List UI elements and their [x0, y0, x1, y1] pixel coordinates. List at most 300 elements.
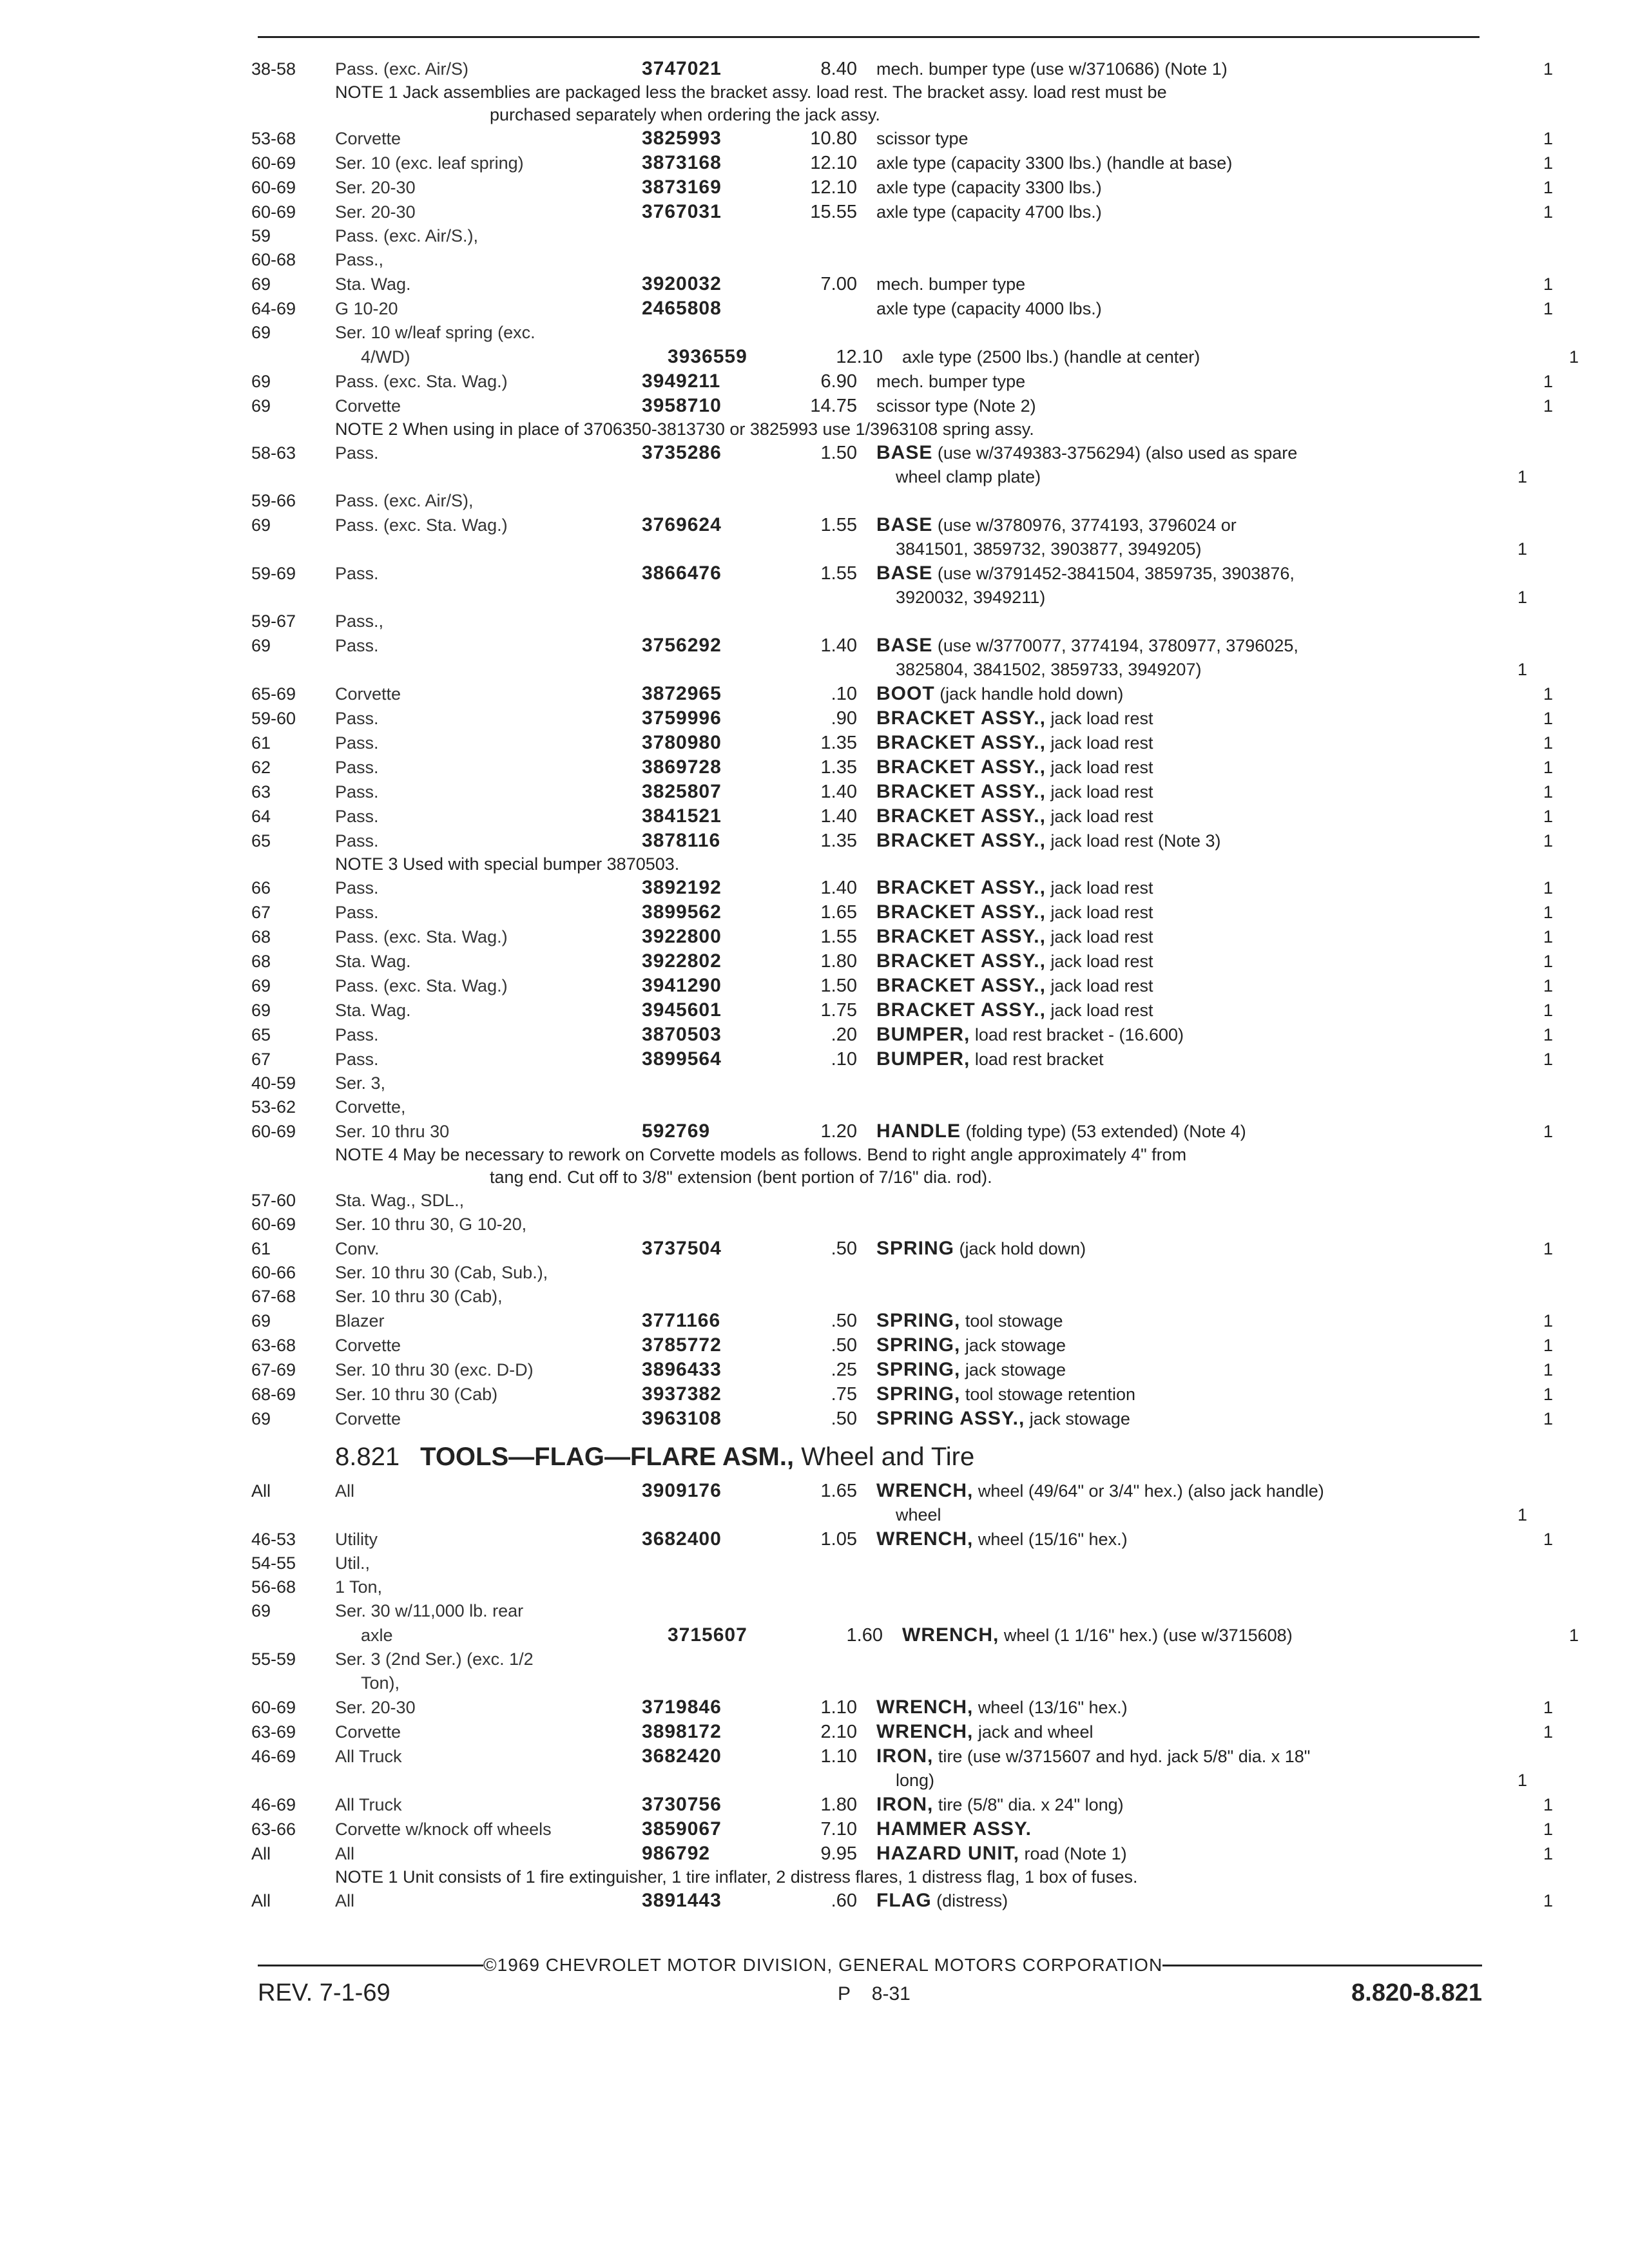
- model-applicability: Ser. 20-30: [335, 1698, 416, 1717]
- model-applicability: Pass.: [335, 782, 379, 802]
- part-row: [251, 1552, 1527, 1575]
- part-row: [251, 1841, 1553, 1866]
- model-year: 63-69: [251, 1722, 296, 1742]
- description-text: jack load rest: [1050, 952, 1153, 971]
- quantity: 1: [1568, 347, 1579, 367]
- part-row: [251, 1382, 1553, 1407]
- part-name: BRACKET ASSY.,: [876, 999, 1046, 1021]
- model-year: 59-60: [251, 709, 296, 728]
- part-row: [251, 1599, 1527, 1623]
- part-description: [902, 1623, 1476, 1648]
- description-text: jack stowage: [965, 1336, 1066, 1355]
- model-applicability: Ser. 10 thru 30 (exc. D-D): [335, 1360, 534, 1379]
- description-text: road (Note 1): [1024, 1844, 1127, 1863]
- part-description: [876, 780, 1450, 804]
- quantity: 1: [1543, 1122, 1553, 1141]
- price: .10: [831, 1049, 857, 1070]
- section-subtitle: Wheel and Tire: [801, 1443, 975, 1471]
- model-year: 65: [251, 1025, 271, 1044]
- model-applicability: Corvette: [335, 684, 401, 704]
- quantity: 1: [1543, 807, 1553, 826]
- part-description: [876, 1047, 1450, 1072]
- model-applicability: axle: [361, 1626, 393, 1645]
- model-applicability: Corvette w/knock off wheels: [335, 1820, 552, 1839]
- part-number: 3780980: [642, 732, 722, 753]
- quantity: 1: [1543, 1050, 1553, 1069]
- description-continuation: [251, 465, 1527, 489]
- price: 8.40: [820, 59, 857, 79]
- part-name: BRACKET ASSY.,: [876, 901, 1046, 923]
- model-year: 68-69: [251, 1385, 296, 1404]
- description-text: jack load rest: [1050, 782, 1153, 802]
- model-year: 68: [251, 927, 271, 947]
- description-text: axle type (capacity 4000 lbs.): [876, 299, 1102, 318]
- part-name: SPRING,: [876, 1334, 961, 1356]
- part-name: FLAG: [876, 1890, 932, 1911]
- price: 1.40: [820, 806, 857, 827]
- part-name: SPRING,: [876, 1359, 961, 1380]
- quantity: 1: [1517, 588, 1527, 607]
- model-applicability: Pass.: [335, 831, 379, 850]
- model-year: 69: [251, 976, 271, 995]
- model-applicability: 4/WD): [361, 347, 410, 367]
- part-number: 3899564: [642, 1048, 722, 1070]
- part-row: [251, 1095, 1527, 1119]
- part-description: [876, 633, 1450, 658]
- part-number: 3922800: [642, 926, 722, 947]
- part-row: [251, 248, 1527, 272]
- description-text: wheel: [896, 1505, 941, 1524]
- part-description: [876, 370, 1450, 394]
- price: 1.50: [820, 975, 857, 996]
- section-range: 8.820-8.821: [1351, 1979, 1482, 2006]
- part-description: [876, 1382, 1450, 1407]
- price: 1.05: [820, 1529, 857, 1550]
- model-year: 46-69: [251, 1747, 296, 1766]
- part-number: 3949211: [642, 370, 721, 392]
- model-year: 60-69: [251, 153, 296, 173]
- model-applicability: Pass.,: [335, 250, 384, 269]
- quantity: 1: [1543, 372, 1553, 391]
- part-name: HAZARD UNIT,: [876, 1843, 1019, 1864]
- part-number: 2465808: [642, 298, 722, 319]
- model-year: 62: [251, 758, 271, 777]
- model-applicability: Ser. 3,: [335, 1073, 386, 1093]
- part-row: [251, 441, 1527, 465]
- section-title: TOOLS—FLAG—FLARE ASM.,: [420, 1443, 795, 1471]
- price: 7.00: [820, 274, 857, 294]
- revision-date: REV. 7-1-69: [258, 1979, 390, 2006]
- quantity: 1: [1543, 976, 1553, 995]
- model-applicability: Pass.: [335, 807, 379, 826]
- model-year: 60-69: [251, 178, 296, 197]
- part-description: [876, 1888, 1450, 1913]
- model-applicability: Pass.: [335, 443, 379, 463]
- part-name: SPRING ASSY.,: [876, 1408, 1025, 1429]
- part-row: [251, 1479, 1527, 1503]
- model-year: 61: [251, 733, 271, 753]
- price: 1.40: [820, 635, 857, 656]
- part-row: [251, 900, 1553, 925]
- price: 1.40: [820, 878, 857, 898]
- description-text: axle type (2500 lbs.) (handle at center): [902, 347, 1200, 367]
- quantity: 1: [1543, 1722, 1553, 1742]
- quantity: 1: [1543, 684, 1553, 704]
- part-number: 3878116: [642, 830, 721, 851]
- part-number: 3735286: [642, 442, 722, 463]
- part-number: 3920032: [642, 273, 722, 294]
- price: 1.80: [820, 1794, 857, 1815]
- description-text: jack load rest: [1050, 927, 1153, 947]
- price: 6.90: [820, 371, 857, 392]
- model-year: 63-66: [251, 1820, 296, 1839]
- model-applicability: Pass.: [335, 733, 379, 753]
- model-applicability: Pass.: [335, 878, 379, 898]
- part-number: 3785772: [642, 1334, 722, 1356]
- part-name: BRACKET ASSY.,: [876, 707, 1046, 729]
- page-footer: [258, 1954, 1482, 2012]
- part-row: [251, 804, 1553, 829]
- part-name: WRENCH,: [876, 1528, 974, 1550]
- part-row: [251, 780, 1553, 804]
- price: .50: [831, 1335, 857, 1356]
- model-applicability: Blazer: [335, 1311, 385, 1331]
- description-text: load rest bracket - (16.600): [974, 1025, 1184, 1044]
- part-row: [251, 1407, 1553, 1431]
- part-number: 3963108: [642, 1408, 722, 1429]
- model-applicability: Corvette: [335, 1336, 401, 1355]
- part-description: [876, 273, 1450, 296]
- description-continuation: [251, 586, 1527, 610]
- note-continuation: tang end. Cut off to 3/8" extension (bent portion of 7/16" dia. rod).: [490, 1168, 992, 1187]
- part-number: 3899562: [642, 901, 722, 923]
- part-row: [251, 974, 1553, 998]
- part-name: WRENCH,: [876, 1721, 974, 1742]
- quantity: 1: [1543, 758, 1553, 777]
- model-applicability: Corvette: [335, 129, 401, 148]
- part-name: BASE: [876, 514, 933, 535]
- model-applicability: Utility: [335, 1530, 378, 1549]
- part-number: 3841521: [642, 805, 722, 827]
- description-text: (distress): [936, 1891, 1008, 1910]
- part-number: 3737504: [642, 1238, 722, 1259]
- description-text: mech. bumper type: [876, 372, 1026, 391]
- part-description: [876, 1720, 1450, 1744]
- quantity: 1: [1517, 467, 1527, 486]
- part-description: [876, 1841, 1450, 1866]
- part-number: 3771166: [642, 1310, 721, 1331]
- description-text: jack load rest: [1050, 903, 1153, 922]
- quantity: 1: [1543, 1360, 1553, 1379]
- model-year: 67-69: [251, 1360, 296, 1379]
- note-text: NOTE 1 Jack assemblies are packaged less the bracket assy. load rest. The bracket assy. load rest must be: [335, 82, 1167, 102]
- model-year: 69: [251, 1001, 271, 1020]
- part-row: [251, 296, 1553, 321]
- model-applicability: Sta. Wag.: [335, 274, 411, 294]
- description-text: long): [896, 1771, 935, 1790]
- price: 1.65: [820, 1481, 857, 1501]
- quantity: 1: [1543, 1336, 1553, 1355]
- part-number: 3825807: [642, 781, 722, 802]
- part-row: [251, 731, 1553, 755]
- description-text: scissor type: [876, 129, 969, 148]
- model-applicability: Pass. (exc. Sta. Wag.): [335, 515, 508, 535]
- quantity: 1: [1568, 1626, 1579, 1645]
- model-applicability: Ser. 20-30: [335, 202, 416, 222]
- part-row: [251, 1333, 1553, 1358]
- part-number: 3945601: [642, 999, 722, 1021]
- price: 12.10: [810, 177, 857, 198]
- part-row: [251, 1527, 1553, 1552]
- model-applicability: Ser. 30 w/11,000 lb. rear: [335, 1601, 524, 1620]
- quantity: 1: [1543, 952, 1553, 971]
- part-row: [251, 829, 1553, 853]
- model-year: 64: [251, 807, 271, 826]
- model-applicability: Sta. Wag.: [335, 1001, 411, 1020]
- part-description: [876, 876, 1450, 900]
- model-year: All: [251, 1891, 271, 1910]
- model-year: 59-66: [251, 491, 296, 510]
- description-text: (use w/3780976, 3774193, 3796024 or: [937, 515, 1237, 535]
- part-number: 3866476: [642, 562, 722, 584]
- quantity: 1: [1543, 396, 1553, 416]
- part-description: [876, 1744, 1450, 1769]
- part-description: [876, 1817, 1450, 1841]
- model-year: 60-68: [251, 250, 296, 269]
- model-year: 66: [251, 878, 271, 898]
- part-row: [251, 1189, 1527, 1213]
- part-number: 3873169: [642, 177, 722, 198]
- part-name: BRACKET ASSY.,: [876, 926, 1046, 947]
- model-applicability: Conv.: [335, 1239, 380, 1258]
- part-name: WRENCH,: [876, 1480, 974, 1501]
- price: .25: [831, 1360, 857, 1380]
- model-year: 61: [251, 1239, 271, 1258]
- price: 1.35: [820, 757, 857, 778]
- continuation-row: [251, 1623, 1579, 1648]
- model-applicability: Ser. 10 thru 30: [335, 1122, 450, 1141]
- part-row: [251, 1358, 1553, 1382]
- model-year: 65-69: [251, 684, 296, 704]
- part-description: [876, 1119, 1450, 1144]
- price: 14.75: [810, 396, 857, 416]
- model-applicability: Util.,: [335, 1553, 370, 1573]
- model-applicability: Ton),: [361, 1673, 400, 1693]
- model-year: 54-55: [251, 1553, 296, 1573]
- part-row: [251, 272, 1553, 296]
- price: 12.10: [810, 153, 857, 173]
- copyright-text: ©1969 CHEVROLET MOTOR DIVISION, GENERAL MOTORS CORPORATION: [483, 1955, 1163, 1975]
- part-number: 3759996: [642, 707, 722, 729]
- model-year: 69: [251, 396, 271, 416]
- model-year: 67: [251, 1050, 271, 1069]
- part-name: BRACKET ASSY.,: [876, 975, 1046, 996]
- part-description: [876, 441, 1450, 465]
- part-number: 3825993: [642, 128, 722, 149]
- model-year: 46-53: [251, 1530, 296, 1549]
- model-applicability: Ser. 20-30: [335, 178, 416, 197]
- price: 1.55: [820, 927, 857, 947]
- note-text: NOTE 2 When using in place of 3706350-3813730 or 3825993 use 1/3963108 spring assy.: [335, 419, 1034, 439]
- price: .50: [831, 1311, 857, 1331]
- description-text: jack stowage: [1029, 1409, 1130, 1428]
- model-applicability: Pass. (exc. Air/S),: [335, 491, 474, 510]
- part-number: 3767031: [642, 201, 722, 222]
- model-year: 67: [251, 903, 271, 922]
- part-number: 3922802: [642, 950, 722, 972]
- part-number: 3873168: [642, 152, 722, 173]
- part-row: [251, 1285, 1527, 1309]
- price: 1.40: [820, 782, 857, 802]
- part-number: 3730756: [642, 1794, 722, 1815]
- description-text: axle type (capacity 4700 lbs.): [876, 202, 1102, 222]
- part-row: [251, 561, 1527, 586]
- description-text: (use w/3791452-3841504, 3859735, 3903876,: [937, 564, 1295, 583]
- description-text: jack load rest (Note 3): [1050, 831, 1221, 850]
- model-year: 69: [251, 1311, 271, 1331]
- model-applicability: All: [335, 1891, 355, 1910]
- description-text: mech. bumper type: [876, 274, 1026, 294]
- part-number: 3941290: [642, 975, 722, 996]
- description-text: tire (5/8" dia. x 24" long): [938, 1795, 1124, 1814]
- part-name: BRACKET ASSY.,: [876, 830, 1046, 851]
- part-row: [251, 706, 1553, 731]
- price: .60: [831, 1890, 857, 1911]
- model-year: 60-66: [251, 1263, 296, 1282]
- part-row: [251, 200, 1553, 224]
- model-applicability: Ser. 3 (2nd Ser.) (exc. 1/2: [335, 1649, 534, 1669]
- model-applicability: Pass. (exc. Sta. Wag.): [335, 372, 508, 391]
- part-description: [876, 176, 1450, 200]
- note-text: NOTE 1 Unit consists of 1 fire extinguisher, 1 tire inflater, 2 distress flares, 1 distress flag, 1 box of fuses.: [335, 1867, 1138, 1887]
- model-year: 59-69: [251, 564, 296, 583]
- model-year: 68: [251, 952, 271, 971]
- part-row: [251, 1213, 1527, 1236]
- model-year: 69: [251, 274, 271, 294]
- part-name: BRACKET ASSY.,: [876, 781, 1046, 802]
- section-number: 8.821: [335, 1443, 400, 1471]
- model-year: 60-69: [251, 1698, 296, 1717]
- part-row: [251, 633, 1527, 658]
- note-text: NOTE 3 Used with special bumper 3870503.: [335, 854, 680, 874]
- price: 1.60: [846, 1625, 883, 1646]
- part-number: 3719846: [642, 1696, 722, 1718]
- part-description: [876, 755, 1450, 780]
- model-year: 64-69: [251, 299, 296, 318]
- note-continuation: purchased separately when ordering the jack assy.: [490, 105, 880, 124]
- description-text: (use w/3749383-3756294) (also used as spare: [937, 443, 1298, 463]
- quantity: 1: [1543, 927, 1553, 947]
- part-description: [876, 151, 1450, 175]
- model-applicability: Pass. (exc. Sta. Wag.): [335, 976, 508, 995]
- model-applicability: Corvette: [335, 1409, 401, 1428]
- note-text: NOTE 4 May be necessary to rework on Corvette models as follows. Bend to right angle approximately 4" from: [335, 1145, 1187, 1164]
- quantity: 1: [1517, 539, 1527, 559]
- price: 15.55: [810, 202, 857, 222]
- description-text: jack and wheel: [978, 1722, 1094, 1742]
- quantity: 1: [1543, 299, 1553, 318]
- model-applicability: Ser. 10 thru 30, G 10-20,: [335, 1215, 527, 1234]
- part-description: [876, 974, 1450, 998]
- price: .20: [831, 1024, 857, 1045]
- model-applicability: Ser. 10 thru 30 (Cab),: [335, 1287, 503, 1306]
- model-applicability: Pass.: [335, 636, 379, 655]
- part-row: [251, 755, 1553, 780]
- price: 2.10: [820, 1722, 857, 1742]
- model-year: 63-68: [251, 1336, 296, 1355]
- top-rule: [258, 36, 1480, 38]
- description-text: 3841501, 3859732, 3903877, 3949205): [896, 539, 1202, 559]
- part-description: [876, 1333, 1450, 1358]
- model-applicability: All Truck: [335, 1747, 402, 1766]
- price: .10: [831, 684, 857, 704]
- price: 1.10: [820, 1746, 857, 1767]
- quantity: 1: [1543, 1001, 1553, 1020]
- model-year: 69: [251, 515, 271, 535]
- part-number: 3682400: [642, 1528, 722, 1550]
- model-year: 69: [251, 1409, 271, 1428]
- model-applicability: Pass.: [335, 564, 379, 583]
- model-applicability: Pass. (exc. Air/S): [335, 59, 469, 79]
- description-text: scissor type (Note 2): [876, 396, 1036, 416]
- part-name: BASE: [876, 635, 933, 656]
- price: .50: [831, 1408, 857, 1429]
- price: 1.75: [820, 1000, 857, 1021]
- part-row: [251, 1309, 1553, 1333]
- model-applicability: All: [335, 1844, 355, 1863]
- part-name: BRACKET ASSY.,: [876, 805, 1046, 827]
- part-description: [876, 706, 1450, 731]
- price: 1.55: [820, 515, 857, 535]
- parts-list: [251, 57, 1579, 1913]
- part-row: [251, 925, 1553, 949]
- part-row: [251, 1888, 1553, 1913]
- price: 1.10: [820, 1697, 857, 1718]
- model-applicability: Sta. Wag., SDL.,: [335, 1191, 465, 1210]
- model-year: 58-63: [251, 443, 296, 463]
- part-row: [251, 369, 1553, 394]
- part-description: [876, 57, 1450, 81]
- part-row: [251, 1047, 1553, 1072]
- part-name: SPRING,: [876, 1383, 961, 1405]
- part-row: [251, 998, 1553, 1023]
- part-description: [876, 998, 1450, 1023]
- model-applicability: Pass. (exc. Air/S.),: [335, 226, 479, 245]
- model-year: 56-68: [251, 1577, 296, 1597]
- part-row: [251, 513, 1527, 537]
- description-text: axle type (capacity 3300 lbs.) (handle at base): [876, 153, 1233, 173]
- part-description: [876, 682, 1450, 706]
- part-row: [251, 1695, 1553, 1720]
- price: 10.80: [810, 128, 857, 149]
- model-applicability: Ser. 10 w/leaf spring (exc.: [335, 323, 535, 342]
- model-applicability: Ser. 10 thru 30 (Cab, Sub.),: [335, 1263, 548, 1282]
- part-name: BRACKET ASSY.,: [876, 877, 1046, 898]
- price: 1.55: [820, 563, 857, 584]
- quantity: 1: [1543, 878, 1553, 898]
- part-name: BASE: [876, 562, 933, 584]
- quantity: 1: [1543, 1795, 1553, 1814]
- part-number: 3769624: [642, 514, 722, 535]
- quantity: 1: [1543, 1385, 1553, 1404]
- price: 1.35: [820, 831, 857, 851]
- price: .75: [831, 1384, 857, 1405]
- quantity: 1: [1543, 782, 1553, 802]
- description-continuation: [251, 537, 1527, 561]
- model-year: 65: [251, 831, 271, 850]
- part-description: [876, 127, 1450, 151]
- part-name: BASE: [876, 442, 933, 463]
